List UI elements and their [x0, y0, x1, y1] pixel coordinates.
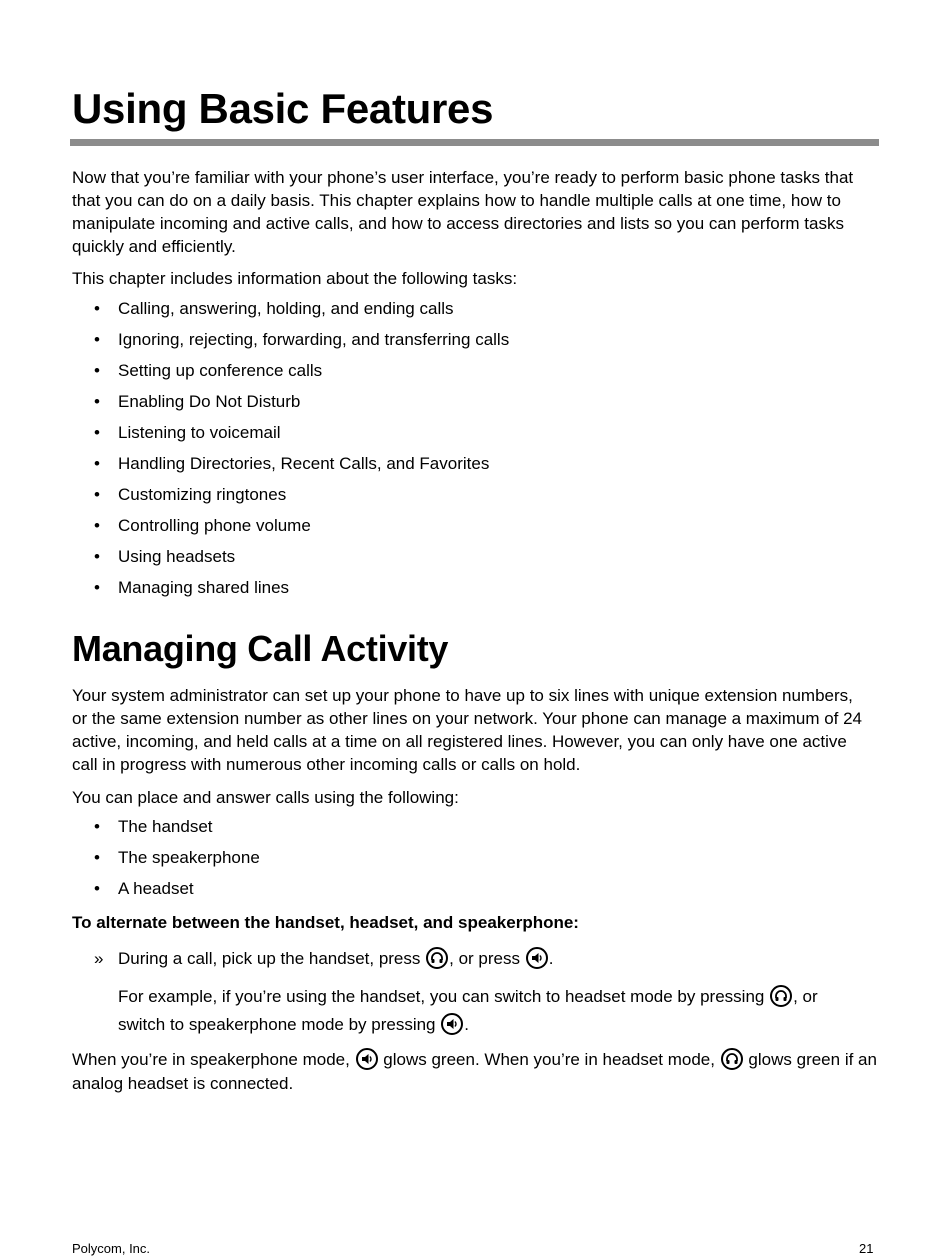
section-paragraph: Your system administrator can set up your phone to have up to six lines with unique extension numbers, or the same extension number as other lines on your network. Your phone can manage a maximum of 24 active, incoming, and held calls at a time on all registered lines. However, you can only have one active call in progress with numerous other incoming calls or calls on hold. — [72, 686, 863, 774]
step-text: , or press — [449, 949, 525, 968]
headset-icon — [770, 985, 792, 1007]
step-text: During a call, pick up the handset, press — [118, 949, 426, 968]
procedure-title: To alternate between the handset, headset, and speakerphone: — [72, 913, 579, 932]
list-item: • Ignoring, rejecting, forwarding, and transferring calls — [94, 329, 509, 360]
list-item: • Listening to voicemail — [94, 422, 509, 453]
section-heading: Managing Call Activity — [72, 628, 449, 669]
example-text — [118, 983, 858, 1039]
speaker-icon — [526, 947, 548, 969]
list-item: • Using headsets — [94, 546, 509, 577]
example-part: . — [464, 1015, 469, 1034]
speaker-icon — [441, 1013, 463, 1035]
speaker-icon — [356, 1048, 378, 1070]
devices-intro: You can place and answer calls using the following: — [72, 788, 459, 807]
list-item: • The speakerphone — [94, 847, 260, 878]
list-item: • Controlling phone volume — [94, 515, 509, 546]
example-part: , or switch to speakerphone mode by pressing — [118, 987, 818, 1034]
list-item: • Setting up conference calls — [94, 360, 509, 391]
list-item: • Managing shared lines — [94, 577, 509, 608]
procedure-step — [94, 947, 854, 970]
list-item: • Enabling Do Not Disturb — [94, 391, 509, 422]
headset-icon — [721, 1048, 743, 1070]
page-title: Using Basic Features — [72, 85, 494, 132]
list-item: • The handset — [94, 816, 260, 847]
note-part: When you’re in speakerphone mode, — [72, 1050, 355, 1069]
note-part: glows green. When you’re in headset mode, — [378, 1050, 720, 1069]
indicator-note — [72, 1048, 877, 1096]
note-part: glows green if an analog headset is connected. — [72, 1050, 877, 1093]
list-item: • Handling Directories, Recent Calls, and Favorites — [94, 453, 509, 484]
headset-icon — [426, 947, 448, 969]
list-item: • A headset — [94, 878, 260, 909]
list-item: • Customizing ringtones — [94, 484, 509, 515]
footer-company: Polycom, Inc. — [72, 1241, 151, 1256]
task-list — [94, 298, 509, 608]
title-rule — [70, 139, 879, 146]
device-list — [94, 816, 260, 909]
example-part: For example, if you’re using the handset, you can switch to headset mode by pressing — [118, 987, 770, 1006]
page-number: 21 — [859, 1241, 874, 1256]
step-marker: » — [94, 949, 104, 968]
tasks-intro: This chapter includes information about the following tasks: — [72, 269, 518, 288]
step-text: . — [548, 949, 554, 968]
list-item: • Calling, answering, holding, and ending calls — [94, 298, 509, 329]
intro-paragraph: Now that you’re familiar with your phone’s user interface, you’re ready to perform basic phone tasks that that you can do on a daily basis. This chapter explains how to handle multiple calls at one time, how to manipulate incoming and active calls, and how to access directories and lists so you can perform tasks quickly and efficiently. — [72, 168, 854, 256]
